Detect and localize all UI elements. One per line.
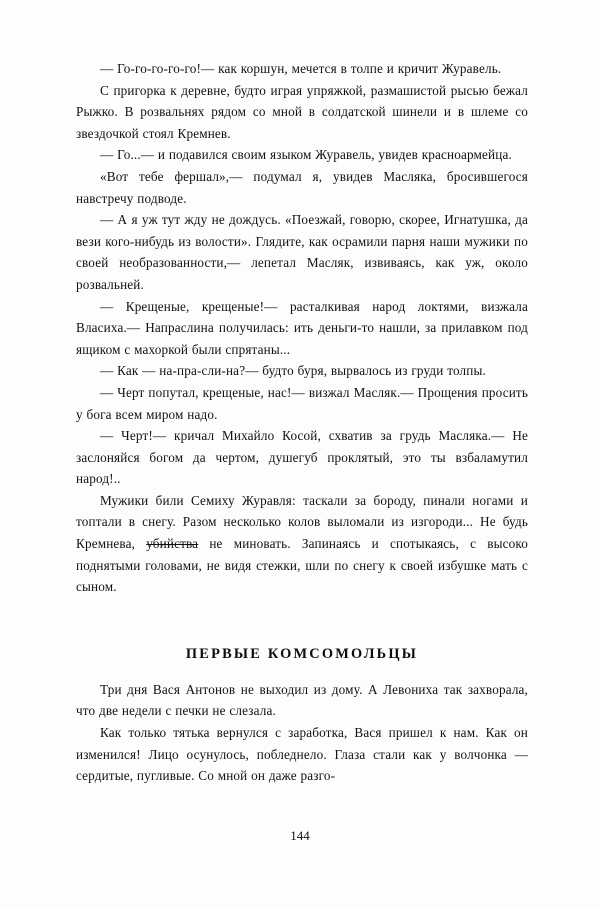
- paragraph: — Черт попутал, крещеные, нас!— визжал Масляк.— Прощения просить у бога всем миром надо.: [76, 384, 528, 422]
- paragraph: Три дня Вася Антонов не выходил из дому. А Левониха так захворала, что две недели с печки не слезала.: [76, 681, 528, 719]
- struck-through-word: убийства: [146, 536, 199, 552]
- paragraph-text-after-strike: не миновать. Запинаясь и спотыкаясь, с высоко поднятыми головами, не видя стежки, шли по снегу к своей избушке мать с сыном.: [76, 536, 528, 595]
- paragraph: Как только тятька вернулся с заработка, Вася пришел к нам. Как он изменился! Лицо осунулось, побледнело. Глаза стали как у волчонка — сердитые, пугливые. Со мной он даже разго-: [76, 725, 528, 784]
- paragraph: — Черт!— кричал Михайло Косой, схватив за грудь Масляка.— Не заслоняйся богом да чертом, душегуб проклятый, это ты взбаламутил народ!..: [76, 428, 528, 487]
- paragraph: — Крещеные, крещеные!— расталкивая народ локтями, визжала Власиха.— Напраслина получилась: ить деньги-то нашли, за прилавком под ящиком с махоркой были спрятаны...: [76, 298, 528, 357]
- paragraph: — Го...— и подавился своим языком Журавель, увидев красноармейца.: [100, 147, 512, 163]
- paragraph-with-strikethrough: [76, 490, 528, 598]
- section-heading: ПЕРВЫЕ КОМСОМОЛЬЦЫ: [185, 645, 419, 662]
- paragraph: — А я уж тут жду не дождусь. «Поезжай, говорю, скорее, Игнатушка, да вези кого-нибудь из волости». Глядите, как осрамили парня наши мужики по своей необразованности,— лепетал Масляк, извиваясь, как уж, около розвальней.: [76, 212, 528, 292]
- paragraph-text-before-strike: Мужики били Семиху Журавля: таскали за бороду, пинали ногами и топтали в снегу. Разом несколько колов выломали из изгороди... Не будь Кремнева,: [76, 492, 528, 552]
- paragraph: С пригорка к деревне, будто играя упряжкой, размашистой рысью бежал Рыжко. В розвальнях рядом со мной в солдатской шинели и в шлеме со звездочкой стоял Кремнев.: [76, 82, 528, 141]
- paragraph: — Как — на-пра-сли-на?— будто буря, вырвалось из груди толпы.: [100, 363, 486, 379]
- paragraph: — Го-го-го-го-го!— как коршун, мечется в толпе и кричит Журавель.: [100, 61, 502, 76]
- text-column: [76, 58, 528, 787]
- page-number: 144: [290, 828, 310, 843]
- paragraph: «Вот тебе фершал»,— подумал я, увидев Масляка, бросившегося навстречу подводе.: [76, 168, 528, 206]
